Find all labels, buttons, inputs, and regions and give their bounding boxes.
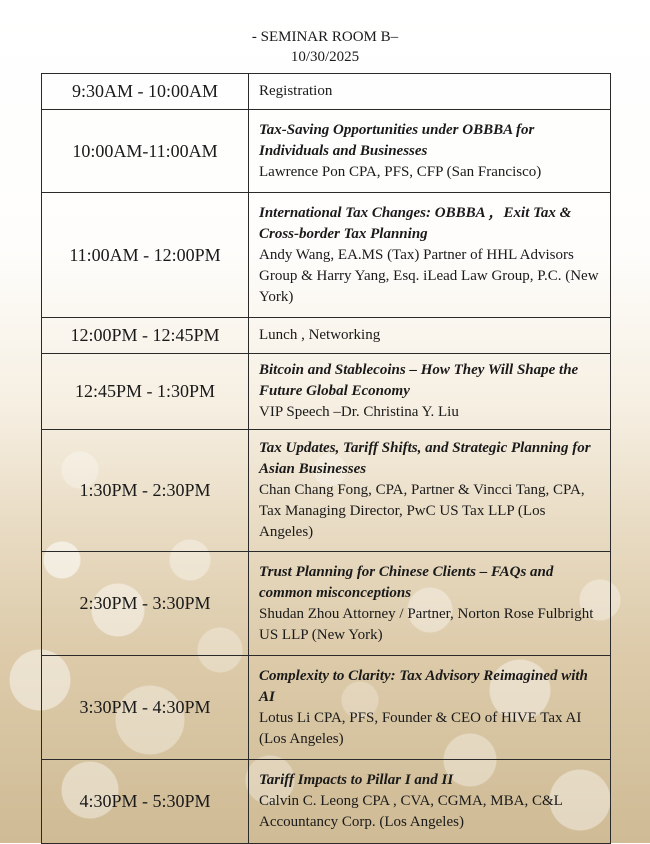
session-detail [249,110,611,193]
session-detail [249,552,611,656]
session-time: 1:30PM - 2:30PM [42,430,249,552]
session-speaker: Registration [259,83,333,99]
session-title: Tax-Saving Opportunities under OBBBA for Individuals and Businesses [259,121,535,159]
schedule-row [42,430,611,552]
seminar-room-heading: - SEMINAR ROOM B– [251,29,399,45]
session-title: Complexity to Clarity: Tax Advisory Reimagined with AI [259,667,588,705]
session-speaker: Shudan Zhou Attorney / Partner, Norton Rose Fulbright US LLP (New York) [259,605,594,643]
session-time: 4:30PM - 5:30PM [42,760,249,844]
session-speaker: Lotus Li CPA, PFS, Founder & CEO of HIVE Tax AI (Los Angeles) [259,709,582,747]
session-speaker: Andy Wang, EA.MS (Tax) Partner of HHL Advisors Group & Harry Yang, Esq. iLead Law Group, P.C. (New York) [259,246,599,305]
schedule-table [41,73,611,844]
session-time: 12:00PM - 12:45PM [42,318,249,354]
session-detail [249,318,611,354]
session-time: 10:00AM-11:00AM [42,110,249,193]
schedule-row [42,110,611,193]
schedule-row [42,74,611,110]
session-detail [249,430,611,552]
session-time: 12:45PM - 1:30PM [42,354,249,430]
session-speaker: Lawrence Pon CPA, PFS, CFP (San Francisco) [259,163,542,180]
session-title: Bitcoin and Stablecoins – How They Will Shape the Future Global Economy [259,362,579,399]
session-detail [249,656,611,760]
session-title: Trust Planning for Chinese Clients – FAQs and common misconceptions [259,563,554,601]
schedule-row [42,760,611,844]
session-time: 11:00AM - 12:00PM [42,193,249,318]
session-speaker: Calvin C. Leong CPA , CVA, CGMA, MBA, C&L Accountancy Corp. (Los Angeles) [259,793,563,830]
session-detail [249,760,611,844]
schedule-row [42,318,611,354]
session-time: 2:30PM - 3:30PM [42,552,249,656]
session-speaker: VIP Speech –Dr. Christina Y. Liu [259,404,459,420]
session-title: International Tax Changes: OBBBA ，Exit Tax & Cross-border Tax Planning [259,204,572,242]
session-title: Tariff Impacts to Pillar I and II [259,772,454,788]
schedule-row [42,656,611,760]
session-detail [249,74,611,110]
session-time: 3:30PM - 4:30PM [42,656,249,760]
schedule-row [42,193,611,318]
schedule-row [42,354,611,430]
session-detail [249,193,611,318]
schedule-row [42,552,611,656]
session-speaker: Chan Chang Fong, CPA, Partner & Vincci Tang, CPA, Tax Managing Director, PwC US Tax LLP (Los Angeles) [259,482,585,540]
session-detail [249,354,611,430]
session-time: 9:30AM - 10:00AM [42,74,249,110]
seminar-date: 10/30/2025 [290,49,360,65]
session-speaker: Lunch , Networking [259,327,381,343]
session-title: Tax Updates, Tariff Shifts, and Strategic Planning for Asian Businesses [259,440,591,477]
